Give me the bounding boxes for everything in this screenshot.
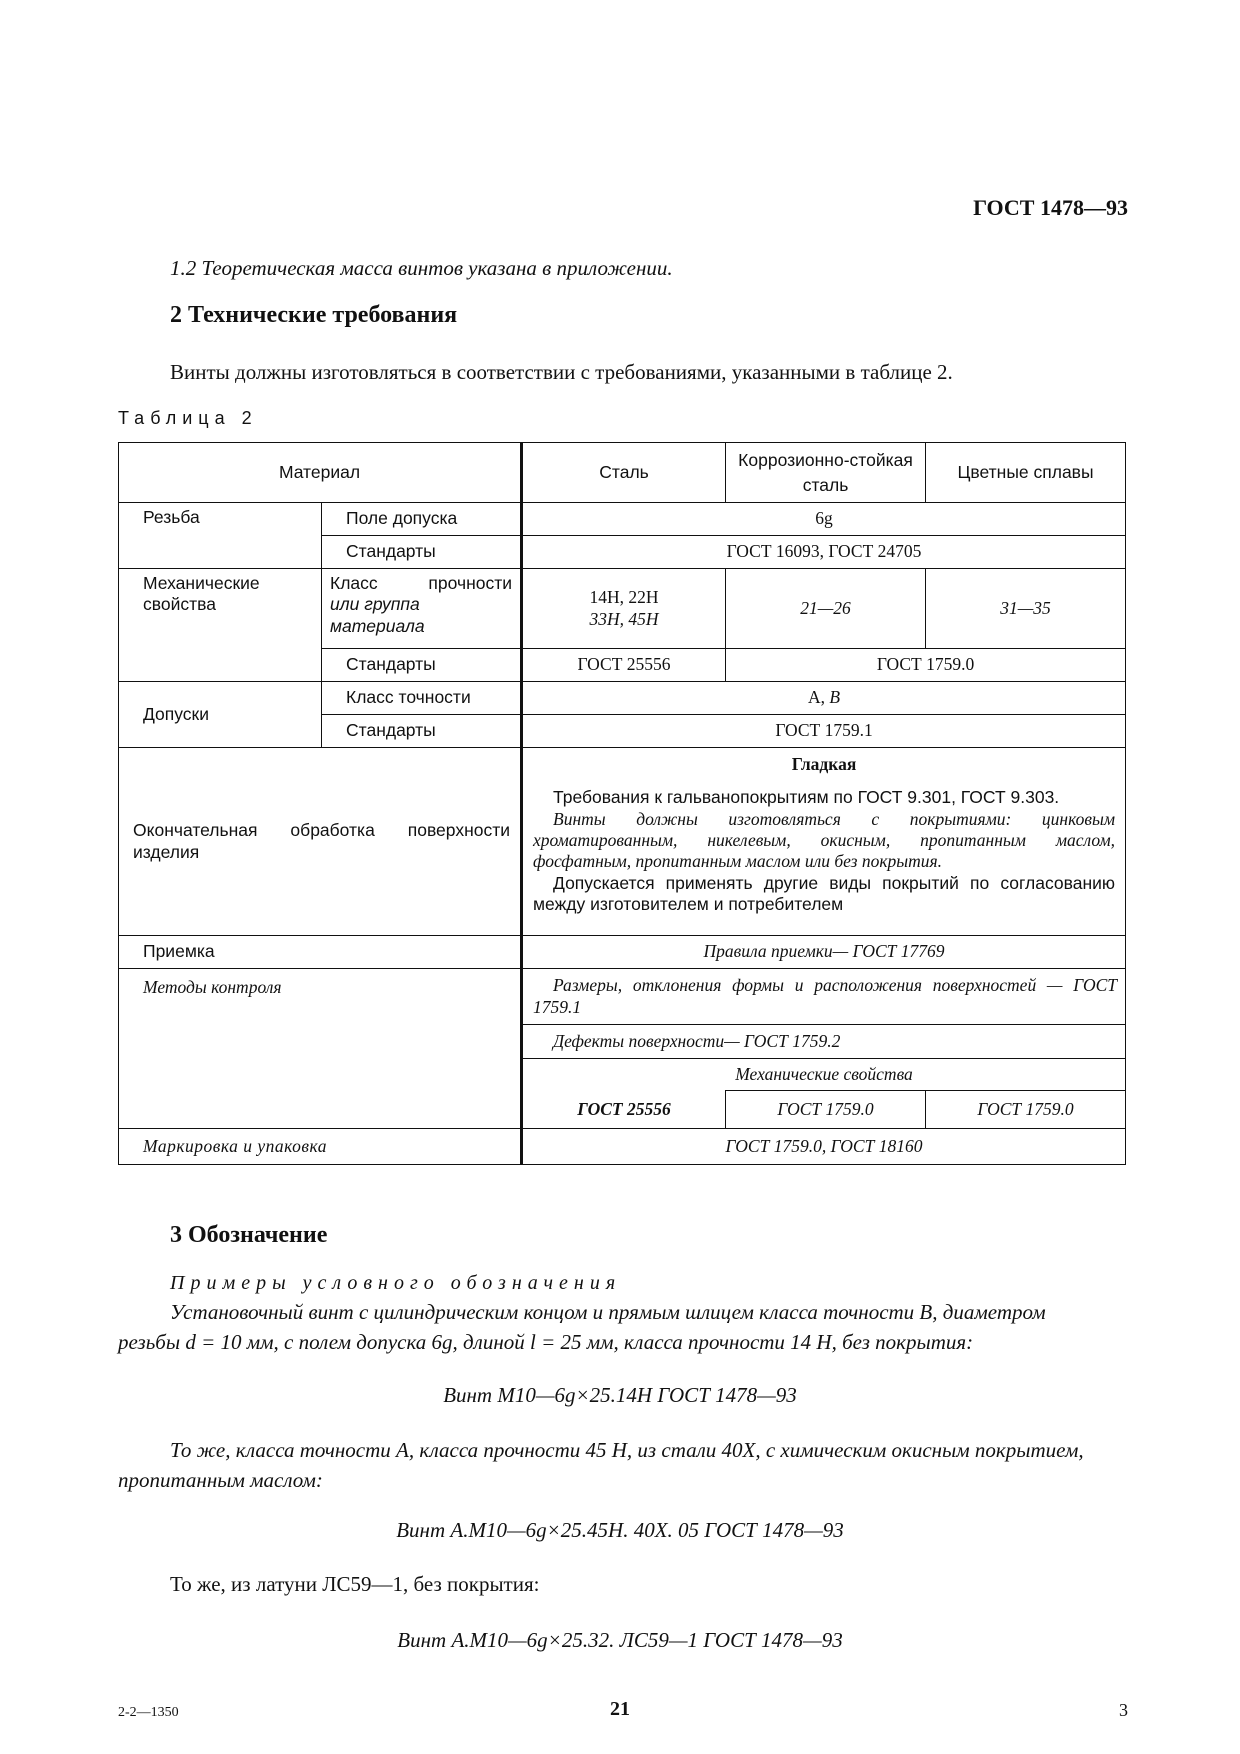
- document-code: ГОСТ 1478—93: [973, 195, 1128, 220]
- marking-row: [119, 1129, 1126, 1165]
- mechanical-standards-label: Стандарты: [322, 649, 522, 682]
- control-dims-row: [119, 969, 1126, 1025]
- accuracy-class-value: [522, 682, 1126, 715]
- footer-right: 3: [1119, 1700, 1128, 1720]
- mechanical-standards-other: ГОСТ 1759.0: [726, 649, 1126, 682]
- accuracy-class-b: В: [829, 687, 841, 708]
- thread-standards-label: Стандарты: [322, 536, 522, 569]
- example-3-line: То же, из латуни ЛС59—1, без покрытия:: [170, 1572, 540, 1596]
- marking-value: ГОСТ 1759.0, ГОСТ 18160: [522, 1129, 1126, 1165]
- examples-title: Примеры условного обозначения: [170, 1272, 622, 1294]
- thread-tolerance-row: [119, 503, 1126, 536]
- surface-req-line-1: Требования к гальванопокрытиям по ГОСТ 9.301, ГОСТ 9.303.: [553, 787, 1060, 808]
- tolerance-standards-label: Стандарты: [322, 715, 522, 748]
- control-mech-nonferrous: ГОСТ 1759.0: [926, 1091, 1126, 1129]
- surface-smooth: Гладкая: [791, 754, 857, 774]
- footer-page-number: 21: [610, 1698, 630, 1720]
- accuracy-class-label: Класс точности: [322, 682, 522, 715]
- mechanical-label: [119, 569, 322, 682]
- mechanical-label-text: Механические свойства: [143, 573, 260, 615]
- accuracy-class-a: А,: [807, 687, 825, 708]
- surface-req-line-3: Допускается применять другие виды покрытий по согласованию между изготовителем и потребителем: [533, 872, 1116, 915]
- table-header-row: [119, 443, 1126, 503]
- acceptance-value: Правила приемки— ГОСТ 17769: [522, 936, 1126, 969]
- example-2-line-2: пропитанным маслом:: [118, 1468, 323, 1492]
- strength-class-label: [322, 569, 522, 649]
- section-2-title: 2 Технические требования: [170, 302, 458, 328]
- surface-req-line-2: Винты должны изготовляться с покрытиями: цинковым хроматированным, никелевым, окисным, пропитанным маслом, фосфатным, пропитанным маслом или без покрытия.: [533, 808, 1116, 872]
- tolerance-class-row: [119, 682, 1126, 715]
- header-steel: Сталь: [522, 443, 726, 503]
- control-dims-value: Размеры, отклонения формы и расположения поверхностей — ГОСТ 1759.1: [522, 969, 1126, 1025]
- surface-finish-row: [119, 748, 1126, 936]
- strength-steel-line-2: 33H, 45H: [589, 608, 659, 629]
- mechanical-class-row: [119, 569, 1126, 649]
- acceptance-label: Приемка: [119, 936, 522, 969]
- control-mech-corrosion: ГОСТ 1759.0: [726, 1091, 926, 1129]
- header-nonferrous: Цветные сплавы: [926, 443, 1126, 503]
- section-2-text: Винты должны изготовляться в соответствии с требованиями, указанными в таблице 2.: [170, 360, 953, 384]
- example-3-designation: Винт А.М10—6g×25.32. ЛС59—1 ГОСТ 1478—93: [397, 1628, 843, 1652]
- footer-left: 2-2—1350: [118, 1705, 179, 1720]
- strength-corrosion-value: 21—26: [726, 569, 926, 649]
- example-2-designation: Винт А.М10—6g×25.45Н. 40Х. 05 ГОСТ 1478—93: [396, 1518, 844, 1542]
- control-defects-value: Дефекты поверхности— ГОСТ 1759.2: [522, 1025, 1126, 1059]
- example-2-line-1: То же, класса точности А, класса прочности 45 Н, из стали 40Х, с химическим окисным покрытием,: [170, 1438, 1084, 1462]
- acceptance-row: [119, 936, 1126, 969]
- thread-label: Резьба: [119, 503, 322, 569]
- strength-class-line-1: Класс прочности: [330, 573, 513, 593]
- example-1-line-1: Установочный винт с цилиндрическим концом и прямым шлицем класса точности В, диаметром: [170, 1300, 1046, 1324]
- intro-line: 1.2 Теоретическая масса винтов указана в приложении.: [170, 256, 673, 280]
- marking-label: Маркировка и упаковка: [119, 1129, 522, 1165]
- table-caption: Таблица 2: [118, 408, 258, 428]
- strength-steel-line-1: 14H, 22H: [589, 587, 659, 608]
- section-3-title: 3 Обозначение: [170, 1222, 328, 1248]
- mechanical-standards-steel: ГОСТ 25556: [522, 649, 726, 682]
- header-material: Материал: [119, 443, 522, 503]
- surface-finish-value: [522, 748, 1126, 936]
- surface-finish-label: Окончательная обработка поверхности изделия: [119, 748, 522, 936]
- strength-steel-value: [522, 569, 726, 649]
- example-1-line-2: резьбы d = 10 мм, с полем допуска 6g, длиной l = 25 мм, класса прочности 14 Н, без покрытия:: [118, 1330, 974, 1354]
- strength-class-line-2: или группа материала: [330, 594, 425, 636]
- strength-nonferrous-value: 31—35: [926, 569, 1126, 649]
- control-methods-label: Методы контроля: [119, 969, 522, 1129]
- example-1-designation: Винт М10—6g×25.14Н ГОСТ 1478—93: [443, 1383, 797, 1407]
- control-mech-steel: ГОСТ 25556: [522, 1091, 726, 1129]
- tolerance-field-value: 6g: [522, 503, 1126, 536]
- tolerance-field-label: Поле допуска: [322, 503, 522, 536]
- thread-standards-value: ГОСТ 16093, ГОСТ 24705: [522, 536, 1126, 569]
- control-mech-title: Механические свойства: [522, 1059, 1126, 1091]
- tolerance-standards-value: ГОСТ 1759.1: [522, 715, 1126, 748]
- header-corrosion-steel: Коррозионно-стойкая сталь: [726, 443, 926, 503]
- tolerances-label: Допуски: [119, 682, 322, 748]
- requirements-table: [118, 442, 1126, 1165]
